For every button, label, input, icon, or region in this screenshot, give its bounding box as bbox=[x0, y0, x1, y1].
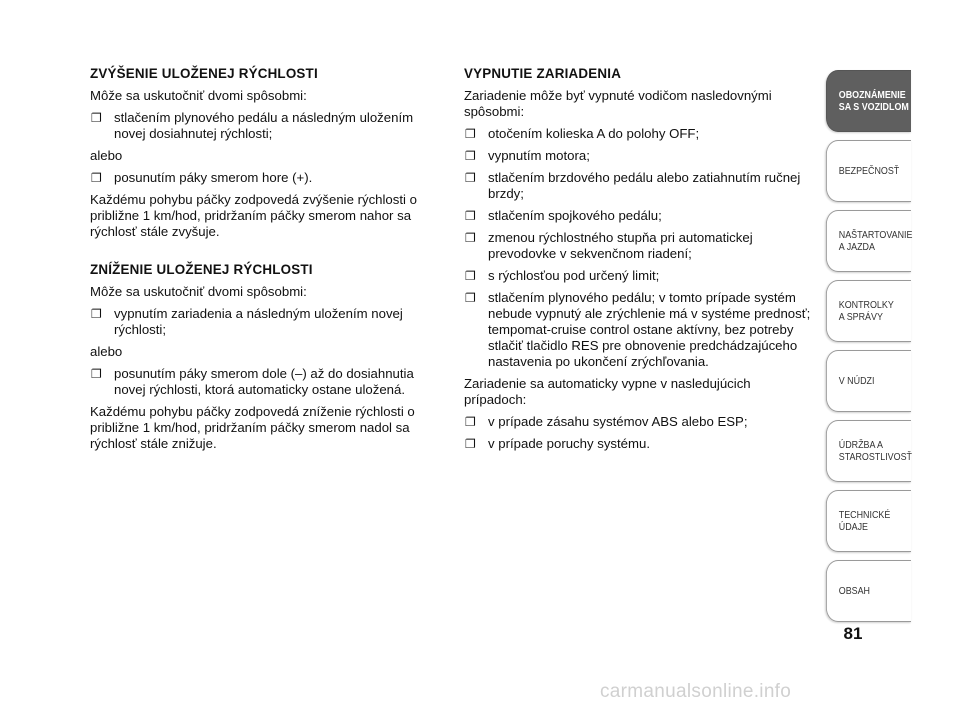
tab-safety[interactable]: BEZPEČNOSŤ bbox=[826, 140, 911, 202]
tab-contents[interactable]: OBSAH bbox=[826, 560, 911, 622]
checkbox-bullet-icon: ❐ bbox=[91, 171, 102, 185]
bullet-list bbox=[464, 126, 816, 370]
checkbox-bullet-icon: ❐ bbox=[465, 291, 476, 305]
list-item: ❐ zmenou rýchlostného stupňa pri automatickej prevodovke v sekvenčnom riadení; bbox=[465, 230, 753, 261]
checkbox-bullet-icon: ❐ bbox=[465, 269, 476, 283]
checkbox-bullet-icon: ❐ bbox=[91, 367, 102, 381]
tab-warning-lights[interactable]: KONTROLKY A SPRÁVY bbox=[826, 280, 911, 342]
section-title: ZVÝŠENIE ULOŽENEJ RÝCHLOSTI bbox=[90, 66, 318, 81]
list-item: ❐ posunutím páky smerom hore (+). bbox=[91, 170, 313, 185]
list-item: ❐ v prípade zásahu systémov ABS alebo ESP; bbox=[465, 414, 748, 429]
tab-emergency[interactable]: V NÚDZI bbox=[826, 350, 911, 412]
checkbox-bullet-icon: ❐ bbox=[465, 415, 476, 429]
tab-maintenance[interactable]: ÚDRŽBA A STAROSTLIVOSŤ bbox=[826, 420, 911, 482]
section-outro: Každému pohybu páčky zodpovedá zvýšenie rýchlosti o približne 1 km/hod, pridržaním páčky smerom nahor sa rýchlosť stále zvyšuje. bbox=[90, 192, 417, 239]
bullet-list bbox=[464, 414, 816, 452]
checkbox-bullet-icon: ❐ bbox=[91, 111, 102, 125]
list-item: ❐ stlačením plynového pedálu a následným uložením novej dosiahnutej rýchlosti; bbox=[91, 110, 414, 141]
right-column bbox=[464, 66, 816, 458]
list-item: ❐ v prípade poruchy systému. bbox=[465, 436, 650, 451]
list-item: ❐ stlačením brzdového pedálu alebo zatiahnutím ručnej brzdy; bbox=[465, 170, 801, 201]
list-item: ❐ stlačením plynového pedálu; v tomto prípade systém nebude vypnutý ale zrýchlenie má v systéme prednosť; tempomat-cruise control ostane aktívny, bez potreby stlačiť tlačidlo RES pre obnovenie predchádzajúceho nastavenia po ukončení zrýchľovania. bbox=[465, 290, 811, 369]
tab-familiarization[interactable]: OBOZNÁMENIE SA S VOZIDLOM bbox=[826, 70, 911, 132]
chapter-sidebar bbox=[826, 70, 926, 630]
section-intro: Môže sa uskutočniť dvomi spôsobmi: bbox=[90, 88, 307, 103]
section-increase-speed bbox=[90, 66, 442, 240]
list-item: ❐ otočením kolieska A do polohy OFF; bbox=[465, 126, 700, 141]
checkbox-bullet-icon: ❐ bbox=[465, 209, 476, 223]
auto-intro: Zariadenie sa automaticky vypne v nasledujúcich prípadoch: bbox=[464, 376, 751, 407]
checkbox-bullet-icon: ❐ bbox=[465, 437, 476, 451]
section-decrease-speed bbox=[90, 262, 442, 452]
checkbox-bullet-icon: ❐ bbox=[465, 149, 476, 163]
bullet-list bbox=[90, 110, 442, 142]
checkbox-bullet-icon: ❐ bbox=[465, 171, 476, 185]
or-label: alebo bbox=[90, 148, 123, 163]
list-item: ❐ posunutím páky smerom dole (–) až do dosiahnutia novej rýchlosti, ktorá automaticky ostane uložená. bbox=[91, 366, 414, 397]
section-intro: Môže sa uskutočniť dvomi spôsobmi: bbox=[90, 284, 307, 299]
section-title: VYPNUTIE ZARIADENIA bbox=[464, 66, 622, 81]
list-item: ❐ s rýchlosťou pod určený limit; bbox=[465, 268, 660, 283]
section-intro: Zariadenie môže byť vypnuté vodičom nasledovnými spôsobmi: bbox=[464, 88, 772, 119]
section-outro: Každému pohybu páčky zodpovedá zníženie rýchlosti o približne 1 km/hod, pridržaním páčky smerom nadol sa rýchlosť stále znižuje. bbox=[90, 404, 415, 451]
list-item: ❐ vypnutím zariadenia a následným uložením novej rýchlosti; bbox=[91, 306, 403, 337]
tab-starting-driving[interactable]: NAŠTARTOVANIE A JAZDA bbox=[826, 210, 911, 272]
tab-technical-data[interactable]: TECHNICKÉ ÚDAJE bbox=[826, 490, 911, 552]
bullet-list bbox=[90, 366, 442, 398]
page-number: 81 bbox=[843, 624, 863, 643]
bullet-list bbox=[90, 306, 442, 338]
list-item: ❐ vypnutím motora; bbox=[465, 148, 590, 163]
checkbox-bullet-icon: ❐ bbox=[91, 307, 102, 321]
bullet-list bbox=[90, 170, 442, 186]
or-label: alebo bbox=[90, 344, 123, 359]
checkbox-bullet-icon: ❐ bbox=[465, 127, 476, 141]
checkbox-bullet-icon: ❐ bbox=[465, 231, 476, 245]
watermark: carmanualsonline.info bbox=[600, 681, 792, 702]
list-item: ❐ stlačením spojkového pedálu; bbox=[465, 208, 662, 223]
left-column bbox=[90, 66, 442, 458]
section-title: ZNÍŽENIE ULOŽENEJ RÝCHLOSTI bbox=[90, 262, 313, 277]
